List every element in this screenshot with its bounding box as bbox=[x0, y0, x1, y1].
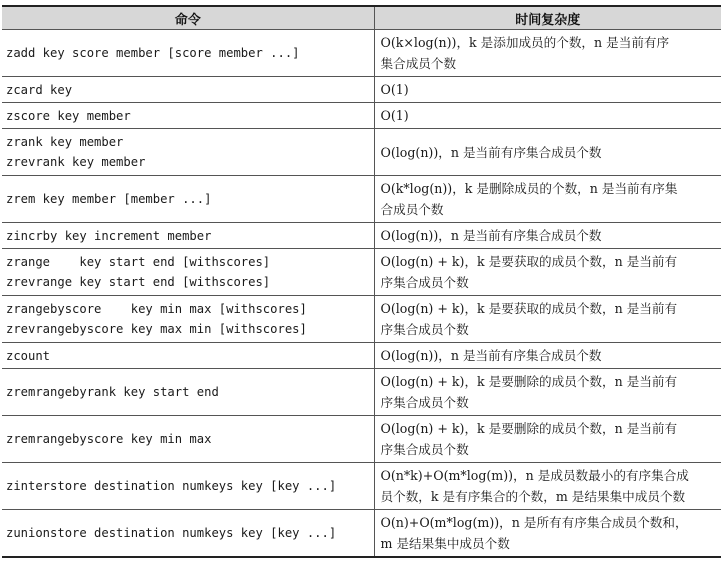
command-line: zremrangebyrank key start end bbox=[6, 385, 219, 399]
command-cell bbox=[2, 510, 374, 558]
header-command: 命令 bbox=[2, 6, 374, 30]
complexity-cell bbox=[374, 223, 721, 249]
complexity-line: O(1) bbox=[380, 108, 409, 123]
complexity-line: O(log(n) + k)，k 是要获取的成员个数，n 是当前有 bbox=[380, 254, 678, 269]
complexity-cell bbox=[374, 176, 721, 223]
command-cell bbox=[2, 129, 374, 176]
complexity-cell bbox=[374, 103, 721, 129]
table-row bbox=[2, 463, 721, 510]
table-row bbox=[2, 296, 721, 343]
complexity-line: O(n*k)+O(m*log(m))，n 是成员数最小的有序集合成 bbox=[380, 468, 689, 483]
complexity-line: O(1) bbox=[380, 82, 409, 97]
complexity-cell bbox=[374, 343, 721, 369]
complexity-cell bbox=[374, 416, 721, 463]
command-cell bbox=[2, 103, 374, 129]
complexity-line: 员个数，k 是有序集合的个数，m 是结果集中成员个数 bbox=[380, 489, 686, 504]
command-line: zcount bbox=[6, 348, 51, 363]
complexity-cell bbox=[374, 249, 721, 296]
table-row bbox=[2, 103, 721, 129]
command-line: zrank key member bbox=[6, 135, 124, 149]
complexity-line: 合成员个数 bbox=[380, 202, 444, 217]
command-cell bbox=[2, 223, 374, 249]
command-cell bbox=[2, 30, 374, 77]
complexity-line: O(log(n))，n 是当前有序集合成员个数 bbox=[380, 144, 602, 160]
table-row bbox=[2, 249, 721, 296]
command-line: zrevrange key start end [withscores] bbox=[6, 275, 271, 289]
complexity-line: O(log(n))，n 是当前有序集合成员个数 bbox=[380, 348, 602, 363]
header-complexity: 时间复杂度 bbox=[374, 6, 721, 30]
complexity-line: 序集合成员个数 bbox=[380, 275, 469, 290]
command-line: zscore key member bbox=[6, 108, 131, 123]
table-row bbox=[2, 343, 721, 369]
command-line: zremrangebyscore key min max bbox=[6, 432, 212, 446]
complexity-cell bbox=[374, 510, 721, 558]
command-line: zcard key bbox=[6, 82, 73, 97]
command-line: zrange key start end [withscores] bbox=[6, 255, 271, 269]
command-cell bbox=[2, 249, 374, 296]
complexity-line: 序集合成员个数 bbox=[380, 442, 469, 457]
command-line: zrem key member [member ...] bbox=[6, 192, 212, 206]
complexity-line: O(log(n))，n 是当前有序集合成员个数 bbox=[380, 228, 602, 243]
complexity-line: O(log(n) + k)，k 是要删除的成员个数，n 是当前有 bbox=[380, 374, 678, 389]
complexity-line: 序集合成员个数 bbox=[380, 395, 469, 410]
table-row bbox=[2, 223, 721, 249]
complexity-table bbox=[2, 5, 721, 558]
complexity-line: 集合成员个数 bbox=[380, 56, 457, 71]
command-line: zinterstore destination numkeys key [key ...] bbox=[6, 479, 337, 493]
command-line: zrangebyscore key min max [withscores] bbox=[6, 302, 307, 316]
command-line: zunionstore destination numkeys key [key ...] bbox=[6, 526, 337, 540]
complexity-line: O(k*log(n))，k 是删除成员的个数，n 是当前有序集 bbox=[380, 181, 678, 196]
command-cell bbox=[2, 343, 374, 369]
table-row bbox=[2, 510, 721, 558]
complexity-table-container bbox=[2, 5, 721, 558]
complexity-cell bbox=[374, 77, 721, 103]
command-line: zrevrank key member bbox=[6, 155, 146, 169]
command-line: zrevrangebyscore key max min [withscores] bbox=[6, 322, 307, 336]
table-row bbox=[2, 176, 721, 223]
command-line: zadd key score member [score member ...] bbox=[6, 46, 300, 60]
complexity-line: O(n)+O(m*log(m))，n 是所有有序集合成员个数和， bbox=[380, 515, 688, 530]
table-row bbox=[2, 129, 721, 176]
command-cell bbox=[2, 463, 374, 510]
command-cell bbox=[2, 77, 374, 103]
table-row bbox=[2, 416, 721, 463]
command-cell bbox=[2, 296, 374, 343]
complexity-line: 序集合成员个数 bbox=[380, 322, 469, 337]
command-cell bbox=[2, 176, 374, 223]
complexity-line: m 是结果集中成员个数 bbox=[380, 536, 510, 551]
complexity-cell bbox=[374, 463, 721, 510]
table-row bbox=[2, 369, 721, 416]
complexity-cell bbox=[374, 129, 721, 176]
complexity-line: O(k×log(n))，k 是添加成员的个数，n 是当前有序 bbox=[380, 35, 670, 50]
table-row bbox=[2, 77, 721, 103]
table-header-row bbox=[2, 6, 721, 30]
complexity-line: O(log(n) + k)，k 是要删除的成员个数，n 是当前有 bbox=[380, 421, 678, 436]
complexity-cell bbox=[374, 296, 721, 343]
complexity-line: O(log(n) + k)，k 是要获取的成员个数，n 是当前有 bbox=[380, 301, 678, 316]
table-row bbox=[2, 30, 721, 77]
command-cell bbox=[2, 369, 374, 416]
command-cell bbox=[2, 416, 374, 463]
complexity-cell bbox=[374, 369, 721, 416]
command-line: zincrby key increment member bbox=[6, 228, 212, 243]
complexity-cell bbox=[374, 30, 721, 77]
